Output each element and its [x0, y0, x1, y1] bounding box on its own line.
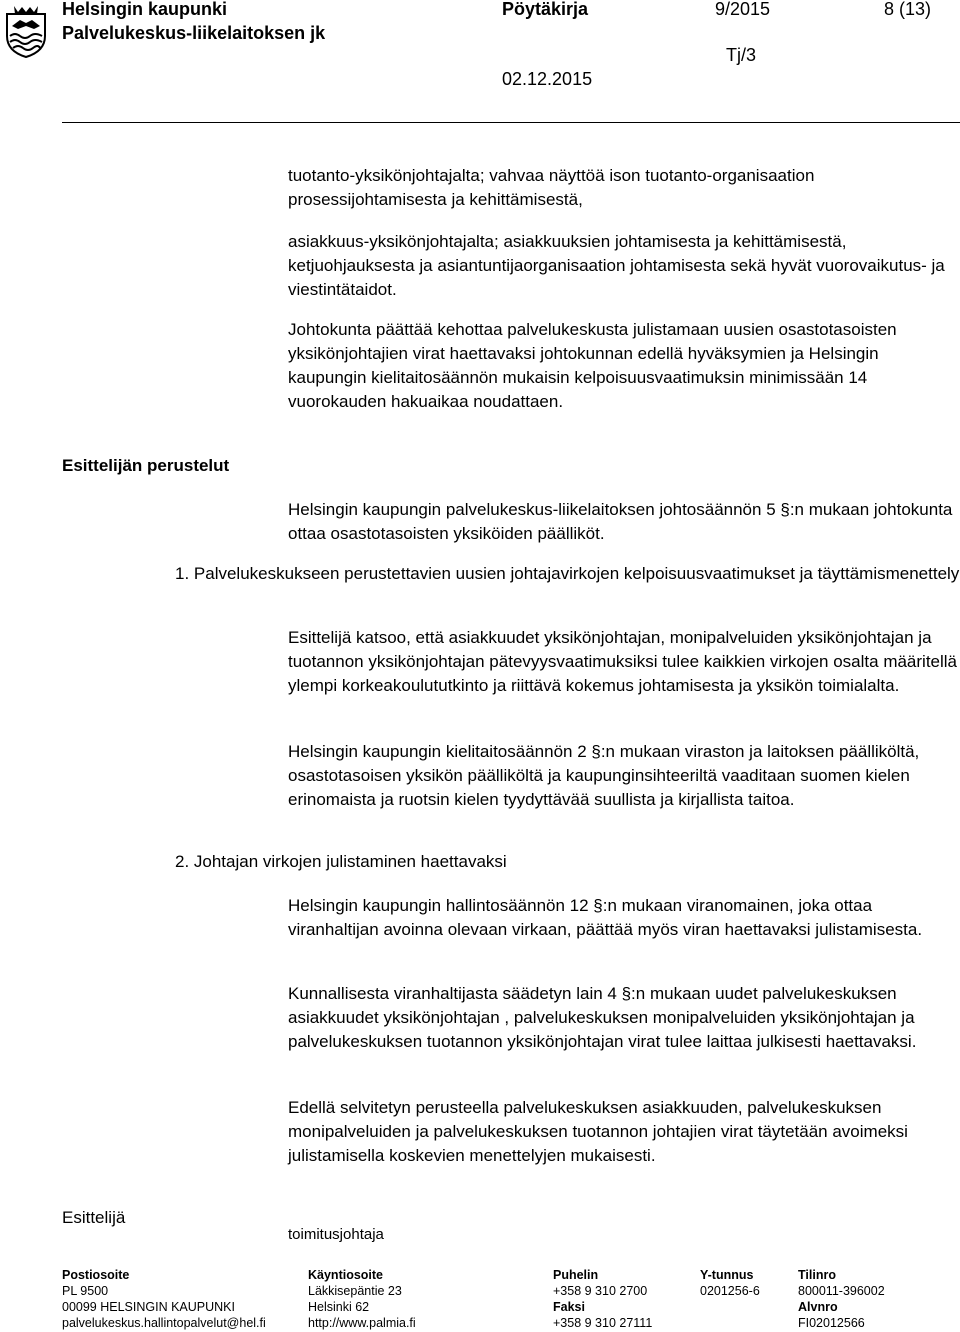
doc-number: 9/2015	[715, 0, 771, 19]
footer-account: Tilinro 800011-396002 Alvnro FI02012566	[798, 1268, 885, 1330]
label-presenter-rationale: Esittelijän perustelut	[62, 456, 230, 475]
section-heading-1: 1. Palvelukeskukseen perustettavien uusien johtajavirkojen kelpoisuusvaatimukset ja täyttämismenettely	[175, 564, 960, 583]
case-id: Tj/3	[726, 45, 757, 65]
paragraph-bylaw: Helsingin kaupungin palvelukeskus-liikelaitoksen johtosäännön 5 §:n mukaan johtokunta ottaa osastotasoisten yksiköiden päälliköt.	[288, 500, 953, 543]
footer-visiting-address: Käyntiosoite Läkkisepäntie 23 Helsinki 62 http://www.palmia.fi	[308, 1268, 416, 1330]
footer-website: http://www.palmia.fi	[308, 1316, 416, 1330]
footer-postal-address: Postiosoite PL 9500 00099 HELSINGIN KAUPUNKI palvelukeskus.hallintopalvelut@hel.fi	[62, 1268, 266, 1330]
helsinki-crest-logo	[4, 4, 48, 58]
paragraph-production-requirements: tuotanto-yksikönjohtajalta; vahvaa näyttöä ison tuotanto-organisaation prosessijohtamisesta ja kehittämisestä,	[288, 166, 815, 209]
header-divider	[62, 122, 960, 123]
paragraph-customer-requirements: asiakkuus-yksikönjohtajalta; asiakkuuksien johtamisesta ja kehittämisestä, ketjuohjauksesta ja asiantuntijaorganisaation johtamisesta sekä hyvät vuorovaikutus- ja viestintätaidot.	[288, 232, 945, 299]
org-name: Helsingin kaupunki	[62, 0, 228, 19]
org-unit: Palvelukeskus-liikelaitoksen jk	[62, 23, 326, 43]
footer-business-id: Y-tunnus 0201256-6	[700, 1268, 760, 1298]
paragraph-municipal-law: Kunnallisesta viranhaltijasta säädetyn lain 4 §:n mukaan uudet palvelukeskuksen asiakkuudet yksikönjohtajan , palvelukeskuksen monipalveluiden yksikönjohtajan ja palvelukeskuksen tuotannon yksikönjohtajan virat tulee laittaa julkisesti haettavaksi.	[288, 984, 917, 1051]
page-number: 8 (13)	[884, 0, 932, 19]
paragraph-administrative-rule: Helsingin kaupungin hallintosäännön 12 §:n mukaan viranomainen, joka ottaa viranhaltijan avoinna olevaan virkaan, päättää myös viran haettavaksi julistamisesta.	[288, 896, 923, 939]
footer-phone: Puhelin +358 9 310 2700 Faksi +358 9 310 27111	[553, 1268, 653, 1330]
presenter-title: toimitusjohtaja	[288, 1226, 384, 1243]
paragraph-language-rule: Helsingin kaupungin kielitaitosäännön 2 §:n mukaan viraston ja laitoksen päälliköltä, osastotasoisen yksikön päälliköltä ja kaupunginsihteeriltä vaaditaan suomen kielen erinomaista ja ruotsin kielen tyydyttävää suullista ja kirjallista taitoa.	[288, 742, 920, 809]
paragraph-qualifications: Esittelijä katsoo, että asiakkuudet yksikönjohtajan, monipalveluiden yksikönjohtajan ja tuotannon yksikönjohtajan pätevyysvaatimuksiksi tulee kaikkien virkojen osalta määritellä ylempi korkeakoulututkinto ja riittävä kokemus johtamisesta ja yksikön toimialalta.	[288, 628, 958, 695]
paragraph-conclusion: Edellä selvitetyn perusteella palvelukeskuksen asiakkuuden, palvelukeskuksen monipalveluiden ja palvelukeskuksen tuotannon johtajien virat täytetään avoimeksi julistamisella koskevien menettelyjen mukaisesti.	[288, 1098, 908, 1165]
label-presenter: Esittelijä	[62, 1208, 126, 1227]
doc-type: Pöytäkirja	[502, 0, 589, 19]
paragraph-board-decision: Johtokunta päättää kehottaa palvelukeskusta julistamaan uusien osastotasoisten yksikönjohtajien virat haettavaksi johtokunnan edellä hyväksymien ja Helsingin kaupungin kielitaitosäännön mukaisin kelpoisuusvaatimuksin minimissään 14 vuorokauden hakuaikaa noudattaen.	[288, 320, 897, 411]
meeting-date: 02.12.2015	[502, 69, 593, 89]
footer-email: palvelukeskus.hallintopalvelut@hel.fi	[62, 1316, 266, 1330]
section-heading-2: 2. Johtajan virkojen julistaminen haettavaksi	[175, 852, 507, 871]
